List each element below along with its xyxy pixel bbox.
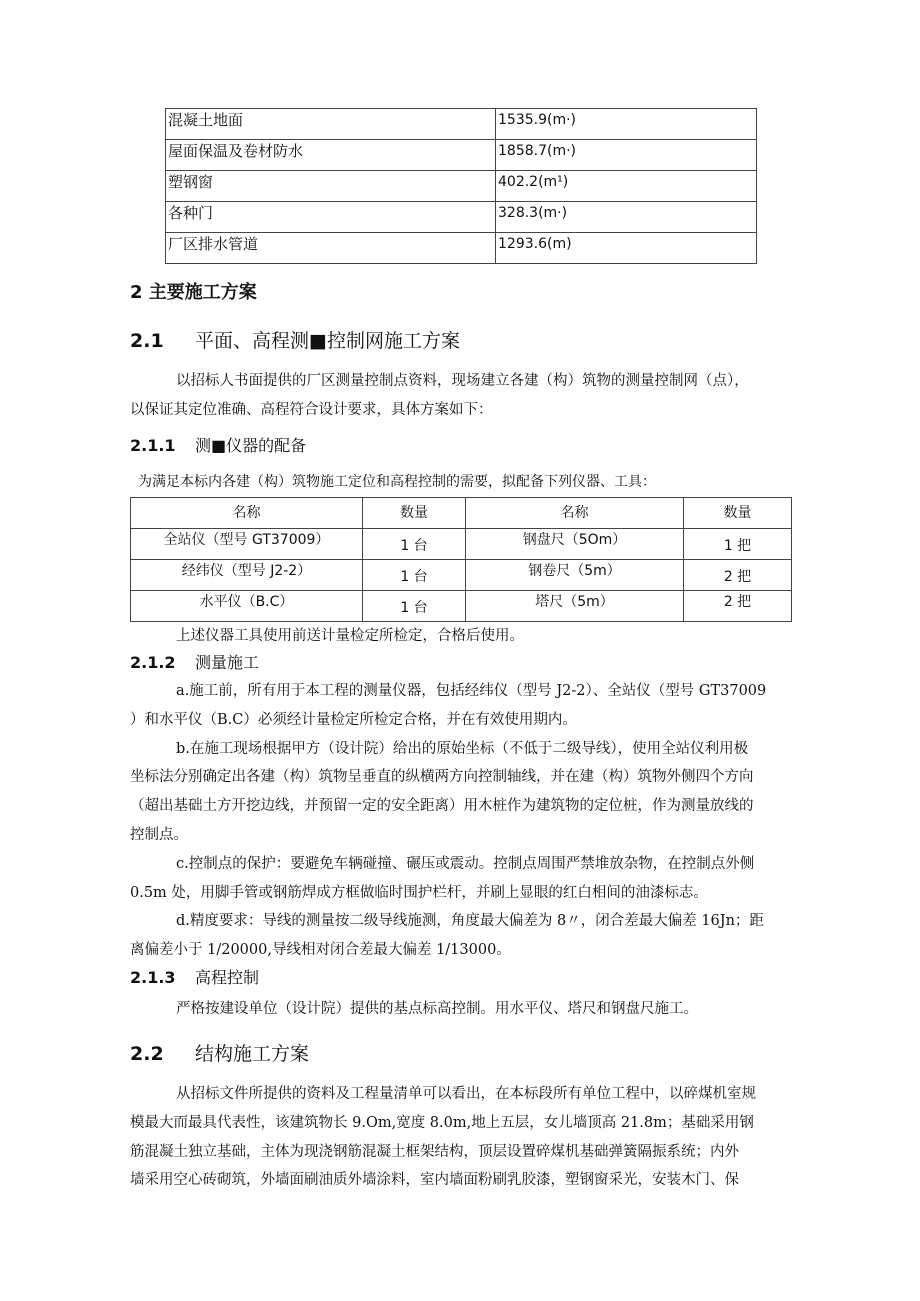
table-cell: 1 台 — [363, 560, 466, 591]
value-cell: 328.3(m·) — [496, 202, 757, 233]
paragraph-line: 墙采用空心砖砌筑，外墙面刷油质外墙涂料，室内墙面粉刷乳胶漆，塑钢窗采光，安装木门、保 — [130, 1172, 739, 1189]
section-2-1-3-title: 高程控制 — [195, 968, 260, 987]
instrument-intro: 为满足本标内各建（构）筑物施工定位和高程控制的需要，拟配备下列仪器、工具： — [138, 474, 656, 490]
item-cell: 屋面保温及卷材防水 — [166, 140, 496, 171]
section-2-1-number: 2.1 — [130, 330, 164, 352]
table-row — [131, 560, 792, 591]
table-cell: 经纬仪（型号 J2-2） — [131, 560, 363, 591]
paragraph-line: 筋混凝土独立基础，主体为现浇钢筋混凝土框架结构，顶层设置碎煤机基础弹簧隔振系统；内外 — [130, 1143, 739, 1160]
paragraph-line: c.控制点的保护：要避免车辆碰撞、碾压或震动。控制点周围严禁堆放杂物，在控制点外侧 — [176, 855, 755, 872]
header-cell: 名称 — [131, 498, 363, 529]
value-cell: 1293.6(m) — [496, 233, 757, 264]
table-row — [166, 140, 757, 171]
table-cell: 全站仪（型号 GT37009） — [131, 529, 363, 560]
section-2-1-2-number: 2.1.2 — [130, 653, 176, 672]
paragraph-line: 模最大而最具代表性，该建筑物长 9.Om,宽度 8.0m,地上五层，女儿墙顶高 21.8m；基础采用钢 — [130, 1114, 754, 1131]
table-cell: 2 把 — [684, 591, 792, 622]
table-row — [131, 591, 792, 622]
table-cell: 水平仪（B.C） — [131, 591, 363, 622]
paragraph-line: ）和水平仪（B.C）必须经计量检定所检定合格，并在有效使用期内。 — [130, 711, 577, 728]
section-2-heading: 2 主要施工方案 — [130, 282, 257, 303]
paragraph-line: b.在施工现场根据甲方（设计院）给出的原始坐标（不低于二级导线），使用全站仪利用极 — [176, 740, 749, 757]
instrument-note: 上述仪器工具使用前送计量检定所检定，合格后使用。 — [176, 628, 524, 644]
paragraph-line: 严格按建设单位（设计院）提供的基点标高控制。用水平仪、塔尺和钢盘尺施工。 — [176, 1001, 698, 1017]
header-cell: 名称 — [466, 498, 684, 529]
paragraph-line: 坐标法分别确定出各建（构）筑物呈垂直的纵横两方向控制轴线，并在建（构）筑物外侧四个方向 — [130, 769, 754, 786]
paragraph-line: 离偏差小于 1/20000,导线相对闭合差最大偏差 1/13000。 — [130, 942, 511, 959]
table-row — [166, 202, 757, 233]
section-2-1-title: 平面、高程测■控制网施工方案 — [195, 330, 460, 352]
paragraph-line: 控制点。 — [130, 827, 188, 843]
table-cell: 1 台 — [363, 591, 466, 622]
table-row — [131, 529, 792, 560]
value-cell: 1535.9(m·) — [496, 109, 757, 140]
section-2-1-1-title: 测■仪器的配备 — [195, 436, 307, 455]
paragraph-line: 以招标人书面提供的厂区测量控制点资料，现场建立各建（构）筑物的测量控制网（点）， — [176, 373, 749, 389]
header-cell: 数量 — [363, 498, 466, 529]
table-cell: 1 把 — [684, 529, 792, 560]
item-cell: 各种门 — [166, 202, 496, 233]
table-row — [166, 109, 757, 140]
table-cell: 塔尺（5m） — [466, 591, 684, 622]
quantities-table — [165, 108, 757, 264]
table-row — [166, 233, 757, 264]
header-cell: 数量 — [684, 498, 792, 529]
item-cell: 塑钢窗 — [166, 171, 496, 202]
table-cell: 钢卷尺（5m） — [466, 560, 684, 591]
value-cell: 402.2(m¹) — [496, 171, 757, 202]
paragraph-line: 以保证其定位准确、高程符合设计要求，具体方案如下： — [130, 402, 493, 418]
section-2-1-1-number: 2.1.1 — [130, 436, 176, 455]
paragraph-line: a.施工前，所有用于本工程的测量仪器，包括经纬仪（型号 J2-2）、全站仪（型号 GT37009 — [176, 683, 767, 699]
section-2-1-2-title: 测量施工 — [195, 653, 260, 672]
table-cell: 2 把 — [684, 560, 792, 591]
table-cell: 1 台 — [363, 529, 466, 560]
header-row — [131, 498, 792, 529]
value-cell: 1858.7(m·) — [496, 140, 757, 171]
item-cell: 厂区排水管道 — [166, 233, 496, 264]
section-2-2-number: 2.2 — [130, 1043, 164, 1065]
instrument-table — [130, 497, 792, 622]
paragraph-line: 从招标文件所提供的资料及工程量清单可以看出，在本标段所有单位工程中，以碎煤机室规 — [176, 1086, 756, 1102]
table-row — [166, 171, 757, 202]
paragraph-line: d.精度要求：导线的测量按二级导线施测，角度最大偏差为 8〃，闭合差最大偏差 16Jn；距 — [176, 913, 764, 930]
section-2-1-3-number: 2.1.3 — [130, 968, 176, 987]
paragraph-line: （超出基础土方开挖边线，并预留一定的安全距离）用木桩作为建筑物的定位桩，作为测量放线的 — [130, 798, 754, 815]
section-2-2-title: 结构施工方案 — [195, 1043, 310, 1065]
table-cell: 钢盘尺（5Om） — [466, 529, 684, 560]
item-cell: 混凝土地面 — [166, 109, 496, 140]
paragraph-line: 0.5m 处，用脚手管或钢筋焊成方框做临时围护栏杆，并刷上显眼的红白相间的油漆标志。 — [130, 884, 708, 901]
